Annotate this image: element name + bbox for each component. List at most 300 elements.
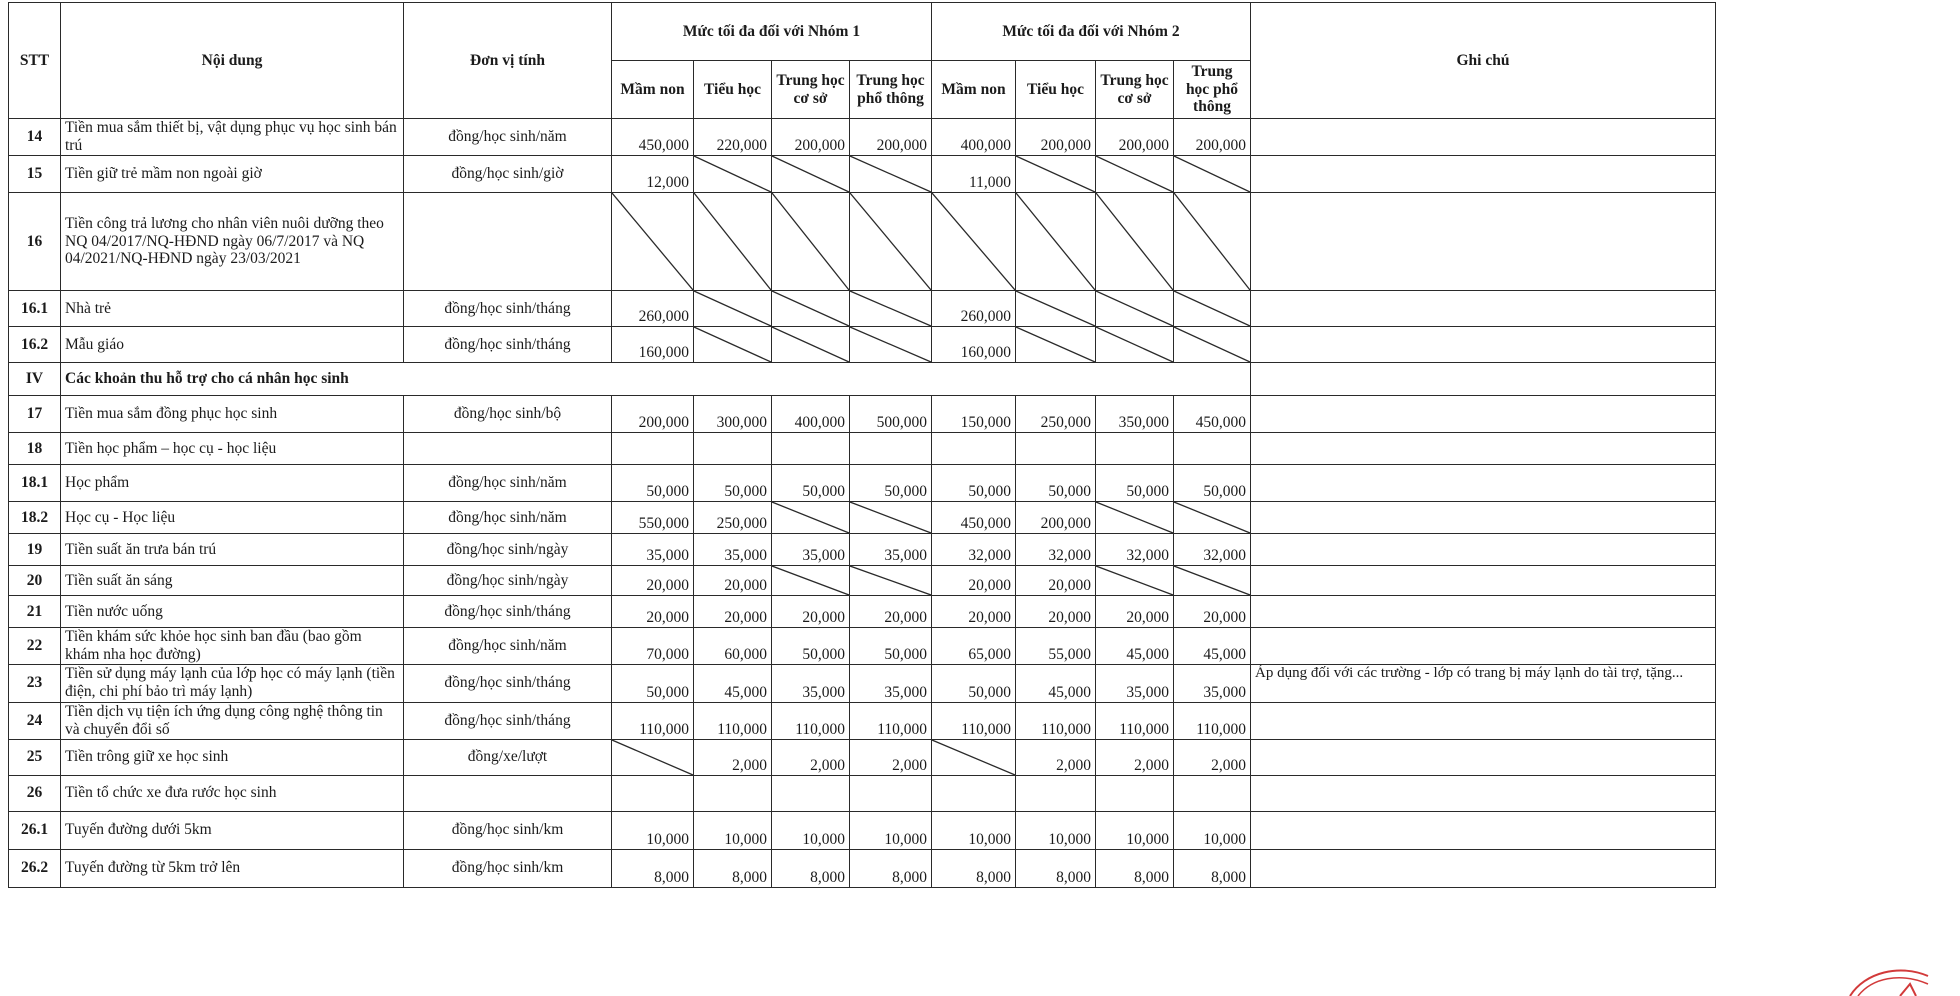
fee-value — [1096, 433, 1174, 465]
row-number: 24 — [9, 702, 61, 739]
fee-value: 50,000 — [694, 465, 772, 502]
fee-value: 50,000 — [932, 465, 1016, 502]
fee-value: 110,000 — [1016, 702, 1096, 739]
fee-value: 300,000 — [694, 396, 772, 433]
fee-value: 8,000 — [1174, 849, 1251, 887]
fee-value: 200,000 — [1016, 502, 1096, 534]
row-number: 18.2 — [9, 502, 61, 534]
fee-value: 2,000 — [694, 739, 772, 775]
row-number: 15 — [9, 156, 61, 193]
fee-value: 45,000 — [1016, 664, 1096, 702]
not-applicable-cell — [1096, 327, 1174, 363]
diagonal-slash-icon — [772, 566, 849, 595]
row-content: Tiền tổ chức xe đưa rước học sinh — [61, 775, 404, 811]
row-content: Tiền khám sức khỏe học sinh ban đầu (bao gồm khám nha học đường) — [61, 628, 404, 665]
fee-value: 10,000 — [850, 811, 932, 849]
fee-value: 45,000 — [694, 664, 772, 702]
level-header: Mầm non — [932, 61, 1016, 119]
diagonal-slash-icon — [1096, 502, 1173, 533]
row-unit: đồng/học sinh/năm — [404, 465, 612, 502]
diagonal-slash-icon — [772, 502, 849, 533]
fee-value — [772, 775, 850, 811]
not-applicable-cell — [694, 291, 772, 327]
fee-value: 110,000 — [1096, 702, 1174, 739]
unit-header: Đơn vị tính — [404, 3, 612, 119]
fee-value: 200,000 — [772, 119, 850, 156]
fee-value: 55,000 — [1016, 628, 1096, 665]
fee-value: 450,000 — [1174, 396, 1251, 433]
diagonal-slash-icon — [1096, 291, 1173, 326]
diagonal-slash-icon — [612, 193, 693, 290]
fee-value: 110,000 — [772, 702, 850, 739]
fee-value: 32,000 — [932, 534, 1016, 566]
diagonal-slash-icon — [772, 291, 849, 326]
fee-value: 20,000 — [932, 566, 1016, 596]
fee-value: 35,000 — [850, 534, 932, 566]
not-applicable-cell — [1016, 291, 1096, 327]
table-row — [9, 291, 1716, 327]
fee-value: 35,000 — [612, 534, 694, 566]
row-number: 26.2 — [9, 849, 61, 887]
not-applicable-cell — [694, 156, 772, 193]
row-number: 25 — [9, 739, 61, 775]
row-note — [1251, 502, 1716, 534]
row-note — [1251, 396, 1716, 433]
fee-value — [694, 775, 772, 811]
fee-value: 50,000 — [1096, 465, 1174, 502]
fee-value: 8,000 — [612, 849, 694, 887]
table-row — [9, 775, 1716, 811]
row-number: 16.2 — [9, 327, 61, 363]
fee-value: 45,000 — [1096, 628, 1174, 665]
fee-value: 2,000 — [772, 739, 850, 775]
row-number: 16.1 — [9, 291, 61, 327]
row-note — [1251, 291, 1716, 327]
diagonal-slash-icon — [772, 193, 849, 290]
row-number: 26.1 — [9, 811, 61, 849]
fee-table-sheet — [8, 2, 1716, 888]
fee-value: 20,000 — [612, 566, 694, 596]
fee-value: 400,000 — [932, 119, 1016, 156]
diagonal-slash-icon — [850, 156, 931, 192]
row-unit: đồng/học sinh/ngày — [404, 566, 612, 596]
diagonal-slash-icon — [694, 327, 771, 362]
fee-value — [932, 433, 1016, 465]
fee-value: 10,000 — [1016, 811, 1096, 849]
header-row-1 — [9, 3, 1716, 61]
row-content: Tiền mua sắm đồng phục học sinh — [61, 396, 404, 433]
fee-value: 20,000 — [694, 566, 772, 596]
row-number: IV — [9, 363, 61, 396]
table-row — [9, 465, 1716, 502]
table-row — [9, 396, 1716, 433]
fee-value: 35,000 — [772, 534, 850, 566]
fee-value: 50,000 — [612, 664, 694, 702]
fee-value: 50,000 — [1016, 465, 1096, 502]
fee-value: 260,000 — [612, 291, 694, 327]
not-applicable-cell — [932, 739, 1016, 775]
not-applicable-cell — [1016, 327, 1096, 363]
fee-value: 10,000 — [1174, 811, 1251, 849]
row-content: Tiền công trả lương cho nhân viên nuôi dưỡng theo NQ 04/2017/NQ-HĐND ngày 06/7/2017 và NQ 04/2021/NQ-HĐND ngày 23/03/2021 — [61, 193, 404, 291]
fee-value: 200,000 — [1016, 119, 1096, 156]
diagonal-slash-icon — [1174, 193, 1250, 290]
fee-value: 110,000 — [850, 702, 932, 739]
fee-value — [1096, 775, 1174, 811]
fee-value — [612, 433, 694, 465]
row-unit — [404, 433, 612, 465]
not-applicable-cell — [612, 739, 694, 775]
row-note — [1251, 363, 1716, 396]
diagonal-slash-icon — [772, 327, 849, 362]
diagonal-slash-icon — [1174, 291, 1250, 326]
diagonal-slash-icon — [1096, 156, 1173, 192]
section-title: Các khoản thu hỗ trợ cho cá nhân học sinh — [61, 363, 1251, 396]
diagonal-slash-icon — [1096, 566, 1173, 595]
row-number: 26 — [9, 775, 61, 811]
fee-value: 250,000 — [1016, 396, 1096, 433]
fee-value — [612, 775, 694, 811]
row-number: 23 — [9, 664, 61, 702]
diagonal-slash-icon — [850, 502, 931, 533]
level-header: Mầm non — [612, 61, 694, 119]
fee-value: 10,000 — [1096, 811, 1174, 849]
fee-value: 12,000 — [612, 156, 694, 193]
fee-value: 32,000 — [1096, 534, 1174, 566]
fee-table — [8, 2, 1716, 888]
fee-value: 8,000 — [1096, 849, 1174, 887]
fee-value: 8,000 — [772, 849, 850, 887]
table-row — [9, 156, 1716, 193]
row-unit: đồng/học sinh/tháng — [404, 664, 612, 702]
diagonal-slash-icon — [612, 740, 693, 775]
row-number: 16 — [9, 193, 61, 291]
diagonal-slash-icon — [850, 566, 931, 595]
fee-value: 50,000 — [850, 465, 932, 502]
fee-value: 200,000 — [1096, 119, 1174, 156]
fee-value: 20,000 — [612, 596, 694, 628]
row-unit: đồng/học sinh/tháng — [404, 291, 612, 327]
fee-value: 20,000 — [1174, 596, 1251, 628]
diagonal-slash-icon — [694, 291, 771, 326]
table-row — [9, 849, 1716, 887]
not-applicable-cell — [772, 502, 850, 534]
not-applicable-cell — [1174, 291, 1251, 327]
diagonal-slash-icon — [1096, 327, 1173, 362]
fee-value: 50,000 — [850, 628, 932, 665]
diagonal-slash-icon — [850, 193, 931, 290]
table-row — [9, 811, 1716, 849]
fee-value: 35,000 — [1174, 664, 1251, 702]
fee-value: 10,000 — [932, 811, 1016, 849]
diagonal-slash-icon — [694, 193, 771, 290]
table-row — [9, 502, 1716, 534]
row-note — [1251, 849, 1716, 887]
diagonal-slash-icon — [932, 740, 1015, 775]
fee-value: 10,000 — [612, 811, 694, 849]
fee-value: 550,000 — [612, 502, 694, 534]
row-content: Tiền mua sắm thiết bị, vật dụng phục vụ học sinh bán trú — [61, 119, 404, 156]
level-header: Tiểu học — [1016, 61, 1096, 119]
not-applicable-cell — [1174, 193, 1251, 291]
row-note — [1251, 433, 1716, 465]
fee-value: 65,000 — [932, 628, 1016, 665]
not-applicable-cell — [772, 566, 850, 596]
fee-value: 2,000 — [1174, 739, 1251, 775]
table-row — [9, 664, 1716, 702]
fee-value: 350,000 — [1096, 396, 1174, 433]
diagonal-slash-icon — [694, 156, 771, 192]
row-number: 21 — [9, 596, 61, 628]
fee-value: 110,000 — [612, 702, 694, 739]
level-header: Trung học phổ thông — [850, 61, 932, 119]
fee-value: 250,000 — [694, 502, 772, 534]
not-applicable-cell — [694, 327, 772, 363]
fee-value: 110,000 — [1174, 702, 1251, 739]
fee-value: 20,000 — [850, 596, 932, 628]
fee-value: 2,000 — [1016, 739, 1096, 775]
not-applicable-cell — [772, 291, 850, 327]
not-applicable-cell — [772, 193, 850, 291]
note-header: Ghi chú — [1251, 3, 1716, 119]
fee-value: 32,000 — [1174, 534, 1251, 566]
fee-value: 20,000 — [1016, 566, 1096, 596]
fee-value: 35,000 — [694, 534, 772, 566]
diagonal-slash-icon — [932, 193, 1015, 290]
row-content: Tiền học phẩm – học cụ - học liệu — [61, 433, 404, 465]
row-unit: đồng/học sinh/bộ — [404, 396, 612, 433]
diagonal-slash-icon — [1016, 156, 1095, 192]
not-applicable-cell — [1174, 327, 1251, 363]
diagonal-slash-icon — [1016, 327, 1095, 362]
fee-value: 50,000 — [772, 465, 850, 502]
fee-value: 260,000 — [932, 291, 1016, 327]
row-content: Tuyến đường dưới 5km — [61, 811, 404, 849]
fee-value: 45,000 — [1174, 628, 1251, 665]
not-applicable-cell — [694, 193, 772, 291]
not-applicable-cell — [1096, 193, 1174, 291]
fee-value: 2,000 — [850, 739, 932, 775]
table-row — [9, 739, 1716, 775]
row-note — [1251, 156, 1716, 193]
row-unit: đồng/học sinh/năm — [404, 119, 612, 156]
fee-value: 8,000 — [932, 849, 1016, 887]
fee-value: 50,000 — [932, 664, 1016, 702]
diagonal-slash-icon — [772, 156, 849, 192]
diagonal-slash-icon — [1174, 156, 1250, 192]
fee-value: 450,000 — [932, 502, 1016, 534]
fee-value: 200,000 — [1174, 119, 1251, 156]
fee-value — [1016, 775, 1096, 811]
row-content: Tiền nước uống — [61, 596, 404, 628]
row-content: Học cụ - Học liệu — [61, 502, 404, 534]
fee-value: 50,000 — [612, 465, 694, 502]
row-number: 18 — [9, 433, 61, 465]
row-content: Tiền trông giữ xe học sinh — [61, 739, 404, 775]
row-unit: đồng/học sinh/tháng — [404, 327, 612, 363]
row-note — [1251, 119, 1716, 156]
level-header: Trung học cơ sở — [1096, 61, 1174, 119]
row-number: 22 — [9, 628, 61, 665]
fee-value: 70,000 — [612, 628, 694, 665]
diagonal-slash-icon — [850, 291, 931, 326]
row-number: 20 — [9, 566, 61, 596]
fee-value: 450,000 — [612, 119, 694, 156]
row-content: Nhà trẻ — [61, 291, 404, 327]
diagonal-slash-icon — [1174, 566, 1250, 595]
level-header: Tiểu học — [694, 61, 772, 119]
fee-value: 8,000 — [1016, 849, 1096, 887]
row-content: Mẫu giáo — [61, 327, 404, 363]
row-content: Tiền suất ăn trưa bán trú — [61, 534, 404, 566]
row-note — [1251, 566, 1716, 596]
fee-value: 50,000 — [1174, 465, 1251, 502]
fee-value: 400,000 — [772, 396, 850, 433]
fee-value: 60,000 — [694, 628, 772, 665]
table-row — [9, 534, 1716, 566]
not-applicable-cell — [1174, 156, 1251, 193]
row-note — [1251, 193, 1716, 291]
not-applicable-cell — [1096, 156, 1174, 193]
level-header: Trung học phổ thông — [1174, 61, 1251, 119]
fee-value: 50,000 — [772, 628, 850, 665]
fee-table-body — [9, 119, 1716, 888]
not-applicable-cell — [850, 502, 932, 534]
not-applicable-cell — [850, 291, 932, 327]
fee-value: 200,000 — [850, 119, 932, 156]
row-note — [1251, 596, 1716, 628]
row-note — [1251, 327, 1716, 363]
table-row — [9, 566, 1716, 596]
table-row — [9, 628, 1716, 665]
not-applicable-cell — [1096, 502, 1174, 534]
fee-value: 110,000 — [694, 702, 772, 739]
not-applicable-cell — [850, 156, 932, 193]
row-number: 14 — [9, 119, 61, 156]
not-applicable-cell — [1096, 566, 1174, 596]
not-applicable-cell — [1174, 502, 1251, 534]
diagonal-slash-icon — [1016, 193, 1095, 290]
fee-value: 35,000 — [850, 664, 932, 702]
stt-header: STT — [9, 3, 61, 119]
fee-value — [850, 775, 932, 811]
diagonal-slash-icon — [1016, 291, 1095, 326]
row-content: Tiền giữ trẻ mầm non ngoài giờ — [61, 156, 404, 193]
fee-value — [932, 775, 1016, 811]
row-unit: đồng/học sinh/tháng — [404, 702, 612, 739]
not-applicable-cell — [850, 327, 932, 363]
table-row — [9, 119, 1716, 156]
fee-value: 110,000 — [932, 702, 1016, 739]
row-unit: đồng/học sinh/tháng — [404, 596, 612, 628]
diagonal-slash-icon — [1174, 502, 1250, 533]
group2-header: Mức tối đa đối với Nhóm 2 — [932, 3, 1251, 61]
not-applicable-cell — [932, 193, 1016, 291]
fee-value: 35,000 — [1096, 664, 1174, 702]
not-applicable-cell — [1174, 566, 1251, 596]
not-applicable-cell — [612, 193, 694, 291]
fee-value — [1174, 775, 1251, 811]
table-row — [9, 702, 1716, 739]
row-unit — [404, 193, 612, 291]
row-note — [1251, 465, 1716, 502]
row-unit: đồng/học sinh/giờ — [404, 156, 612, 193]
row-note — [1251, 811, 1716, 849]
row-note — [1251, 628, 1716, 665]
row-note — [1251, 702, 1716, 739]
fee-value: 160,000 — [932, 327, 1016, 363]
fee-value: 20,000 — [772, 596, 850, 628]
fee-value — [1016, 433, 1096, 465]
diagonal-slash-icon — [1174, 327, 1250, 362]
fee-value: 10,000 — [694, 811, 772, 849]
table-row — [9, 363, 1716, 396]
not-applicable-cell — [772, 327, 850, 363]
diagonal-slash-icon — [1096, 193, 1173, 290]
level-header: Trung học cơ sở — [772, 61, 850, 119]
red-seal-fragment — [1840, 962, 1930, 996]
table-row — [9, 327, 1716, 363]
diagonal-slash-icon — [850, 327, 931, 362]
fee-value: 8,000 — [850, 849, 932, 887]
table-row — [9, 433, 1716, 465]
row-unit — [404, 775, 612, 811]
row-note — [1251, 534, 1716, 566]
row-note — [1251, 775, 1716, 811]
not-applicable-cell — [1016, 156, 1096, 193]
fee-value: 10,000 — [772, 811, 850, 849]
group1-header: Mức tối đa đối với Nhóm 1 — [612, 3, 932, 61]
row-unit: đồng/học sinh/năm — [404, 502, 612, 534]
fee-value — [694, 433, 772, 465]
row-content: Học phẩm — [61, 465, 404, 502]
fee-value: 32,000 — [1016, 534, 1096, 566]
row-content: Tiền suất ăn sáng — [61, 566, 404, 596]
not-applicable-cell — [1016, 193, 1096, 291]
row-unit: đồng/xe/lượt — [404, 739, 612, 775]
row-content: Tiền sử dụng máy lạnh của lớp học có máy lạnh (tiền điện, chi phí bảo trì máy lạnh) — [61, 664, 404, 702]
fee-value: 20,000 — [694, 596, 772, 628]
row-number: 18.1 — [9, 465, 61, 502]
row-note: Áp dụng đối với các trường - lớp có trang bị máy lạnh do tài trợ, tặng... — [1251, 664, 1716, 702]
not-applicable-cell — [1096, 291, 1174, 327]
fee-value: 35,000 — [772, 664, 850, 702]
not-applicable-cell — [772, 156, 850, 193]
not-applicable-cell — [850, 566, 932, 596]
row-note — [1251, 739, 1716, 775]
row-content: Tiền dịch vụ tiện ích ứng dụng công nghệ thông tin và chuyển đổi số — [61, 702, 404, 739]
table-row — [9, 193, 1716, 291]
fee-value: 220,000 — [694, 119, 772, 156]
fee-value: 11,000 — [932, 156, 1016, 193]
row-unit: đồng/học sinh/km — [404, 811, 612, 849]
fee-value — [850, 433, 932, 465]
row-number: 17 — [9, 396, 61, 433]
fee-value — [1174, 433, 1251, 465]
fee-value: 500,000 — [850, 396, 932, 433]
fee-value: 20,000 — [932, 596, 1016, 628]
not-applicable-cell — [850, 193, 932, 291]
fee-value: 20,000 — [1096, 596, 1174, 628]
row-content: Tuyến đường từ 5km trở lên — [61, 849, 404, 887]
fee-value: 8,000 — [694, 849, 772, 887]
row-unit: đồng/học sinh/km — [404, 849, 612, 887]
row-unit: đồng/học sinh/ngày — [404, 534, 612, 566]
fee-value: 20,000 — [1016, 596, 1096, 628]
fee-value — [772, 433, 850, 465]
row-number: 19 — [9, 534, 61, 566]
fee-value: 160,000 — [612, 327, 694, 363]
